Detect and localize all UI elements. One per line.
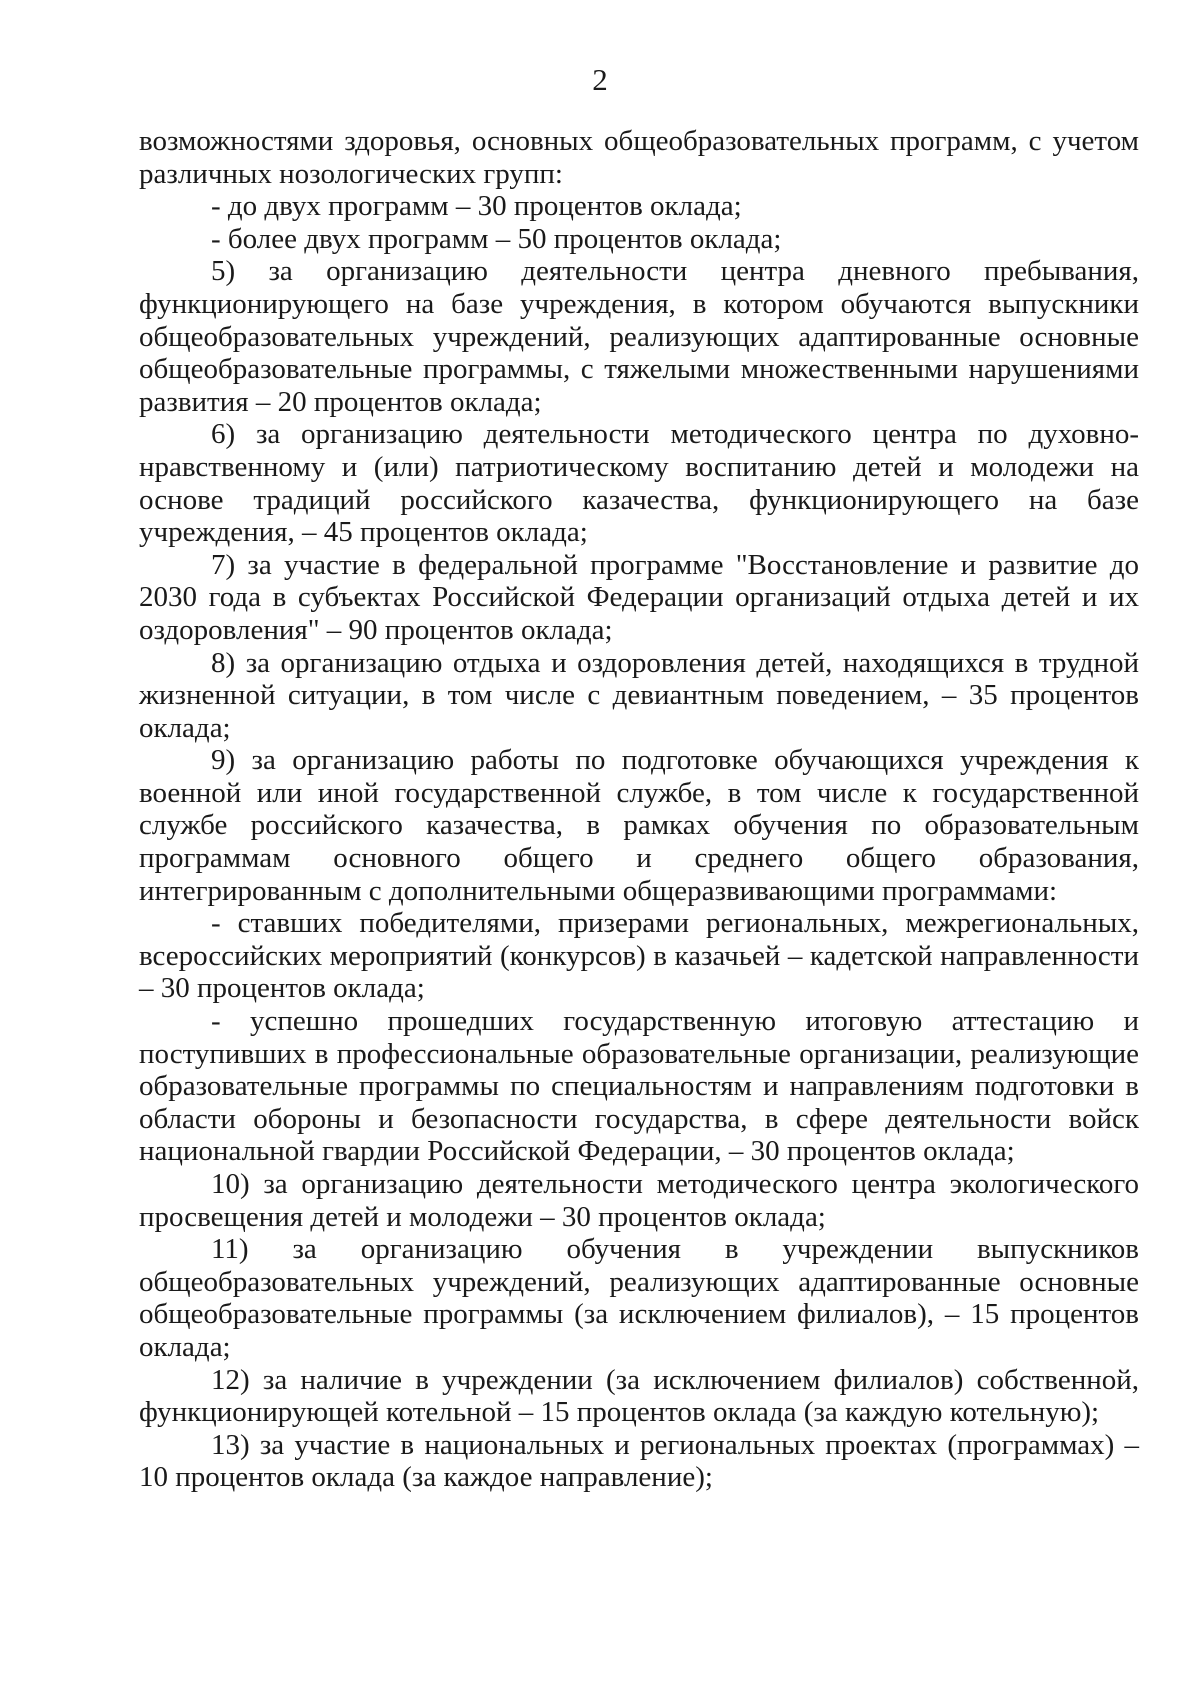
page-number: 2 — [592, 62, 608, 97]
list-item-graduates: - успешно прошедших государственную итоговую аттестацию и поступивших в профессиональные образовательные организации, реализующие образовательные программы по специальностям и направлениям подготовки в области обороны и безопасности государства, в сфере деятельности войск национальной гвардии Российской Федерации, – 30 процентов оклада; — [139, 1005, 1139, 1168]
paragraph-item-13: 13) за участие в национальных и региональных проектах (программах) – 10 процентов оклада (за каждое направление); — [139, 1428, 1139, 1494]
paragraph-item-8: 8) за организацию отдыха и оздоровления детей, находящихся в трудной жизненной ситуации, в том числе с девиантным поведением, – 35 процентов оклада; — [139, 646, 1139, 744]
document-body — [139, 125, 1139, 1494]
paragraph-item-7: 7) за участие в федеральной программе "Восстановление и развитие до 2030 года в субъектах Российской Федерации организаций отдыха детей и их оздоровления" – 90 процентов оклада; — [139, 548, 1139, 646]
list-item-up-to-two-programs: - до двух программ – 30 процентов оклада; — [211, 190, 742, 223]
paragraph-item-5: 5) за организацию деятельности центра дневного пребывания, функционирующего на базе учреждения, в котором обучаются выпускники общеобразовательных учреждений, реализующих адаптированные основные общеобразовательные программы, с тяжелыми множественными нарушениями развития – 20 процентов оклада; — [139, 255, 1139, 418]
paragraph-item-11: 11) за организацию обучения в учреждении выпускников общеобразовательных учреждений, реализующих адаптированные основные общеобразовательные программы (за исключением филиалов), – 15 процентов оклада; — [139, 1233, 1139, 1363]
paragraph-continuation: возможностями здоровья, основных общеобразовательных программ, с учетом различных нозологических групп: — [139, 125, 1139, 190]
paragraph-item-12: 12) за наличие в учреждении (за исключением филиалов) собственной, функционирующей котельной – 15 процентов оклада (за каждую котельную); — [139, 1363, 1139, 1429]
list-item-winners: - ставших победителями, призерами региональных, межрегиональных, всероссийских мероприятий (конкурсов) в казачьей – кадетской направленности – 30 процентов оклада; — [139, 907, 1139, 1005]
paragraph-item-6: 6) за организацию деятельности методического центра по духовно-нравственному и (или) патриотическому воспитанию детей и молодежи на основе традиций российского казачества, функционирующего на базе учреждения, – 45 процентов оклада; — [139, 418, 1139, 549]
list-item-more-than-two-programs: - более двух программ – 50 процентов оклада; — [211, 222, 782, 255]
paragraph-item-9: 9) за организацию работы по подготовке обучающихся учреждения к военной или иной государственной службе, в том числе к государственной службе российского казачества, в рамках обучения по образовательным программам основного общего и среднего общего образования, интегрированным с дополнительными общеразвивающими программами: — [139, 744, 1139, 907]
paragraph-item-10: 10) за организацию деятельности методического центра экологического просвещения детей и молодежи – 30 процентов оклада; — [139, 1168, 1139, 1233]
